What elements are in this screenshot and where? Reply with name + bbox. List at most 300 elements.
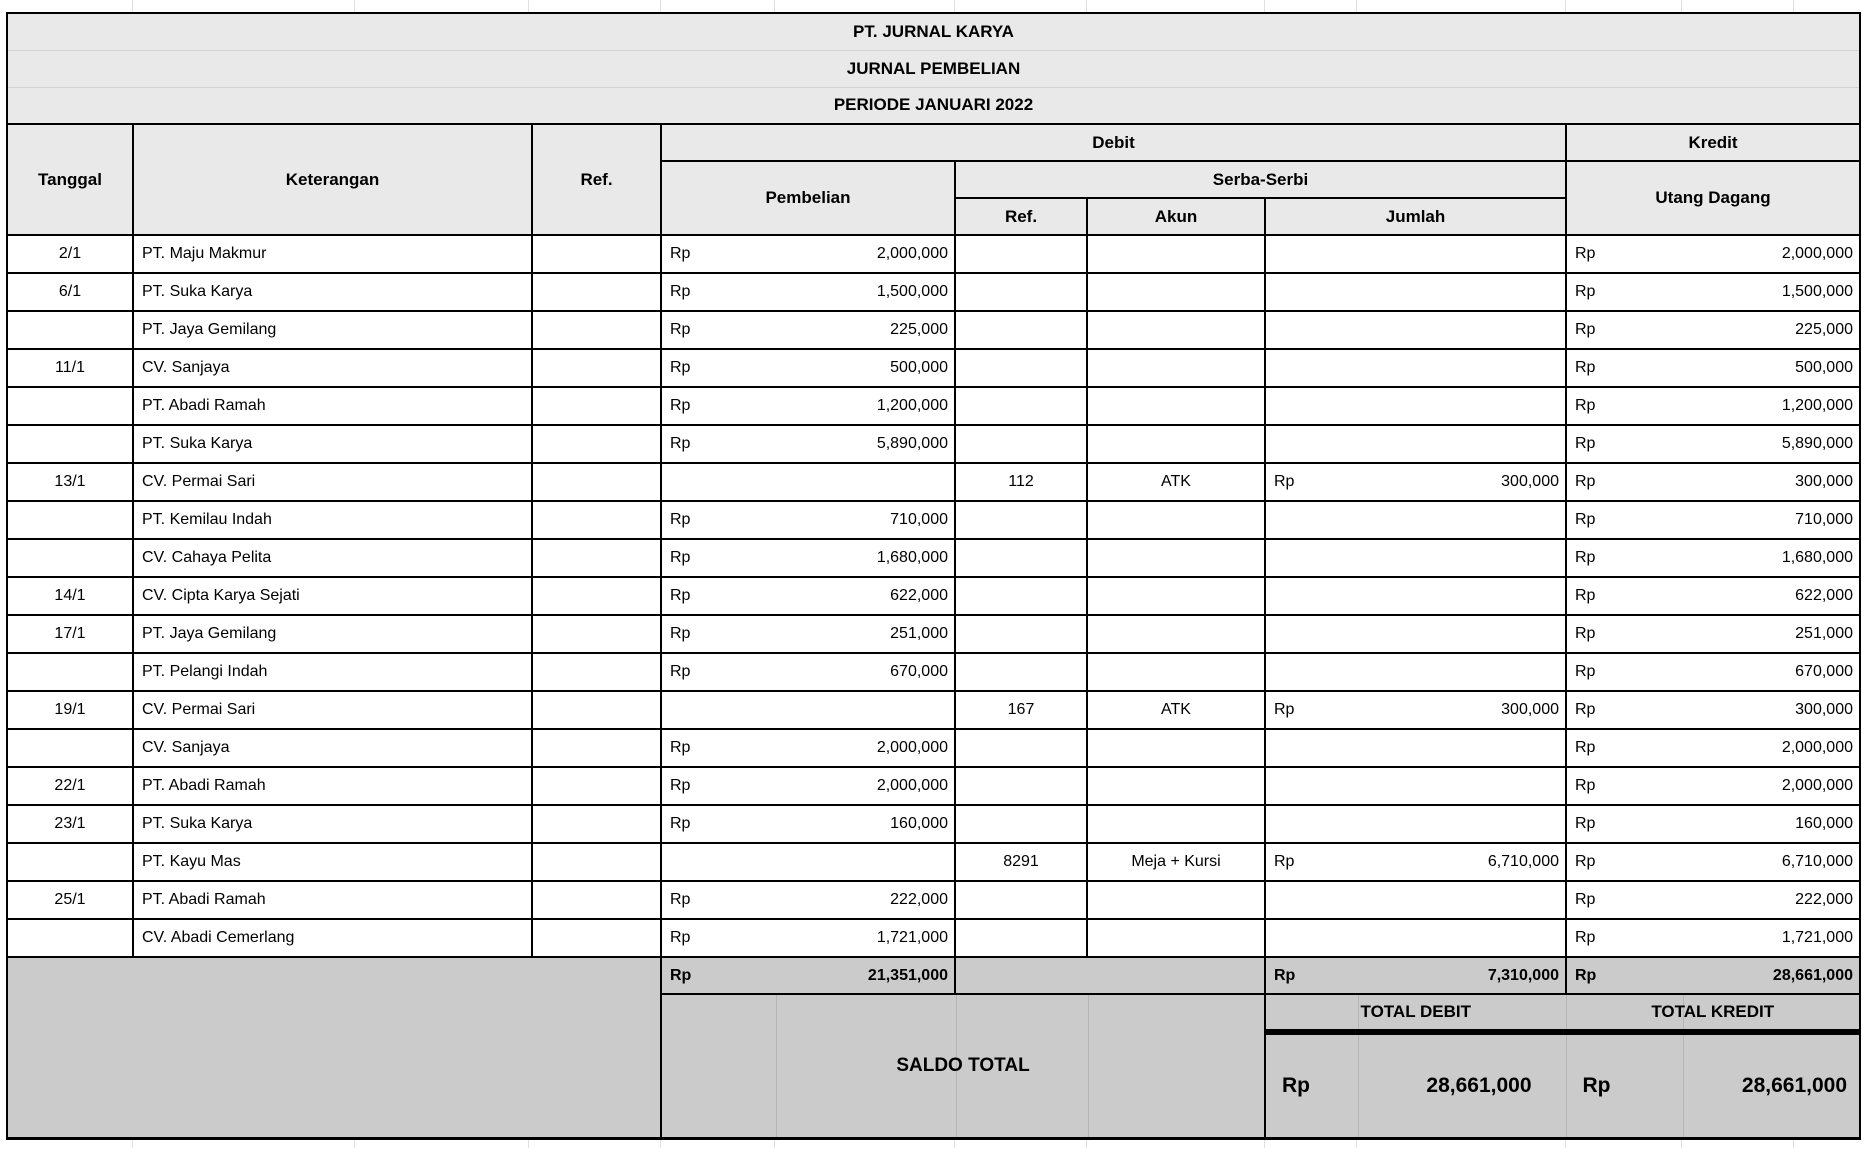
sheet-gridline xyxy=(354,0,355,12)
amount: 6,710,000 xyxy=(1781,853,1853,870)
amount: 622,000 xyxy=(1795,587,1853,604)
cell-tanggal xyxy=(7,425,133,463)
sheet-gridline xyxy=(954,1140,955,1148)
amount: 300,000 xyxy=(1795,701,1853,718)
cell-serba-jumlah xyxy=(1265,387,1566,425)
currency-prefix: Rp xyxy=(1575,245,1596,262)
sheet-gridline xyxy=(1681,0,1682,12)
cell-serba-ref xyxy=(955,919,1087,957)
cell-serba-akun xyxy=(1087,273,1265,311)
amount: 225,000 xyxy=(1795,321,1853,338)
cell-serba-akun xyxy=(1087,767,1265,805)
sheet-gridline xyxy=(1565,1140,1566,1148)
sheet-gridline xyxy=(954,0,955,12)
sheet-gridline xyxy=(1356,0,1357,12)
cell-serba-ref xyxy=(955,539,1087,577)
cell-kredit xyxy=(1566,311,1860,349)
table-row xyxy=(7,273,1860,311)
currency-prefix: Rp xyxy=(1575,625,1596,642)
cell-serba-jumlah xyxy=(1265,881,1566,919)
cell-tanggal: 2/1 xyxy=(7,235,133,273)
cell-kredit xyxy=(1566,387,1860,425)
cell-kredit xyxy=(1566,653,1860,691)
cell-serba-ref xyxy=(955,425,1087,463)
currency-prefix: Rp xyxy=(670,929,691,946)
currency-prefix: Rp xyxy=(670,435,691,452)
table-row xyxy=(7,311,1860,349)
cell-ref xyxy=(532,919,661,957)
sheet-margin-top xyxy=(0,0,1862,12)
cell-serba-ref xyxy=(955,311,1087,349)
amount: 500,000 xyxy=(1795,359,1853,376)
table-row xyxy=(7,463,1860,501)
amount: 2,000,000 xyxy=(1781,245,1853,262)
cell-tanggal xyxy=(7,501,133,539)
cell-serba-akun xyxy=(1087,919,1265,957)
cell-serba-ref: 8291 xyxy=(955,843,1087,881)
sheet-gridline xyxy=(774,0,775,12)
cell-serba-ref xyxy=(955,805,1087,843)
cell-kredit xyxy=(1566,729,1860,767)
currency-prefix: Rp xyxy=(670,397,691,414)
cell-tanggal: 22/1 xyxy=(7,767,133,805)
cell-pembelian xyxy=(661,729,955,767)
sheet-gridline xyxy=(1793,0,1794,12)
cell-keterangan: CV. Cahaya Pelita xyxy=(133,539,532,577)
cell-tanggal xyxy=(7,387,133,425)
cell-pembelian xyxy=(661,805,955,843)
cell-tanggal: 6/1 xyxy=(7,273,133,311)
cell-serba-akun xyxy=(1087,349,1265,387)
amount: 1,200,000 xyxy=(1781,397,1853,414)
cell-tanggal xyxy=(7,919,133,957)
amount: 710,000 xyxy=(1795,511,1853,528)
cell-keterangan: PT. Kayu Mas xyxy=(133,843,532,881)
cell-serba-jumlah xyxy=(1265,311,1566,349)
cell-ref xyxy=(532,615,661,653)
cell-serba-akun xyxy=(1087,501,1265,539)
amount: 622,000 xyxy=(890,587,948,604)
summary-left-blank-cell xyxy=(7,957,661,1138)
cell-serba-ref: 167 xyxy=(955,691,1087,729)
cell-tanggal: 19/1 xyxy=(7,691,133,729)
sheet-gridline xyxy=(660,1140,661,1148)
header-keterangan: Keterangan xyxy=(133,124,532,235)
cell-serba-ref xyxy=(955,653,1087,691)
amount: 1,500,000 xyxy=(1781,283,1853,300)
currency-prefix: Rp xyxy=(670,359,691,376)
currency-prefix: Rp xyxy=(1575,966,1597,984)
currency-prefix: Rp xyxy=(1575,739,1596,756)
cell-serba-akun xyxy=(1087,425,1265,463)
currency-prefix: Rp xyxy=(1274,966,1296,984)
cell-kredit xyxy=(1566,577,1860,615)
header-utang-dagang: Utang Dagang xyxy=(1566,161,1860,235)
currency-prefix: Rp xyxy=(670,966,692,984)
cell-keterangan: CV. Sanjaya xyxy=(133,729,532,767)
saldo-total-label: SALDO TOTAL xyxy=(661,994,1265,1138)
total-kredit-label: TOTAL KREDIT xyxy=(1566,994,1860,1032)
cell-serba-akun xyxy=(1087,577,1265,615)
cell-serba-jumlah xyxy=(1265,501,1566,539)
cell-serba-akun: ATK xyxy=(1087,691,1265,729)
currency-prefix: Rp xyxy=(1575,549,1596,566)
cell-serba-jumlah xyxy=(1265,805,1566,843)
cell-pembelian xyxy=(661,919,955,957)
currency-prefix: Rp xyxy=(1575,853,1596,870)
cell-serba-ref xyxy=(955,273,1087,311)
cell-tanggal xyxy=(7,729,133,767)
total-jumlah-value: 7,310,000 xyxy=(1487,966,1559,984)
cell-keterangan: CV. Cipta Karya Sejati xyxy=(133,577,532,615)
cell-tanggal: 23/1 xyxy=(7,805,133,843)
table-row xyxy=(7,387,1860,425)
currency-prefix: Rp xyxy=(670,283,691,300)
cell-pembelian xyxy=(661,843,955,881)
amount: 5,890,000 xyxy=(1781,435,1853,452)
cell-serba-ref xyxy=(955,881,1087,919)
cell-serba-ref xyxy=(955,729,1087,767)
amount: 225,000 xyxy=(890,321,948,338)
total-jumlah-cell xyxy=(1265,957,1566,994)
currency-prefix: Rp xyxy=(1575,359,1596,376)
currency-prefix: Rp xyxy=(1575,929,1596,946)
total-debit-label: TOTAL DEBIT xyxy=(1265,994,1566,1032)
cell-kredit xyxy=(1566,501,1860,539)
cell-serba-akun xyxy=(1087,235,1265,273)
cell-pembelian xyxy=(661,501,955,539)
cell-serba-ref xyxy=(955,577,1087,615)
cell-pembelian xyxy=(661,387,955,425)
sheet-gridline xyxy=(528,0,529,12)
sheet-gridline xyxy=(1793,1140,1794,1148)
cell-pembelian xyxy=(661,653,955,691)
cell-ref xyxy=(532,729,661,767)
cell-tanggal xyxy=(7,311,133,349)
cell-ref xyxy=(532,273,661,311)
cell-serba-akun xyxy=(1087,729,1265,767)
cell-tanggal: 11/1 xyxy=(7,349,133,387)
company-title: PT. JURNAL KARYA xyxy=(7,13,1860,50)
amount: 222,000 xyxy=(890,891,948,908)
header-pembelian: Pembelian xyxy=(661,161,955,235)
sheet-gridline xyxy=(1264,0,1265,12)
purchase-journal-table xyxy=(6,12,1861,1140)
cell-serba-akun xyxy=(1087,805,1265,843)
cell-tanggal xyxy=(7,843,133,881)
cell-pembelian xyxy=(661,311,955,349)
amount: 2,000,000 xyxy=(1781,777,1853,794)
currency-prefix: Rp xyxy=(1282,1073,1310,1097)
cell-kredit xyxy=(1566,881,1860,919)
header-serba-serbi: Serba-Serbi xyxy=(955,161,1566,198)
amount: 300,000 xyxy=(1501,473,1559,490)
period-title: PERIODE JANUARI 2022 xyxy=(7,87,1860,124)
cell-keterangan: PT. Abadi Ramah xyxy=(133,387,532,425)
currency-prefix: Rp xyxy=(1575,701,1596,718)
cell-ref xyxy=(532,805,661,843)
cell-keterangan: PT. Jaya Gemilang xyxy=(133,311,532,349)
cell-ref xyxy=(532,843,661,881)
cell-ref xyxy=(532,349,661,387)
table-row xyxy=(7,349,1860,387)
header-serba-jumlah: Jumlah xyxy=(1265,198,1566,235)
cell-keterangan: PT. Maju Makmur xyxy=(133,235,532,273)
cell-serba-ref xyxy=(955,501,1087,539)
currency-prefix: Rp xyxy=(1575,397,1596,414)
currency-prefix: Rp xyxy=(670,777,691,794)
currency-prefix: Rp xyxy=(1582,1073,1611,1097)
cell-ref xyxy=(532,425,661,463)
table-row xyxy=(7,425,1860,463)
cell-serba-jumlah xyxy=(1265,235,1566,273)
currency-prefix: Rp xyxy=(1575,321,1596,338)
amount: 2,000,000 xyxy=(876,777,948,794)
cell-serba-jumlah xyxy=(1265,273,1566,311)
currency-prefix: Rp xyxy=(1575,473,1596,490)
cell-tanggal: 14/1 xyxy=(7,577,133,615)
total-kredit-cell xyxy=(1566,957,1860,994)
currency-prefix: Rp xyxy=(670,245,691,262)
cell-serba-jumlah xyxy=(1265,843,1566,881)
cell-pembelian xyxy=(661,539,955,577)
amount: 670,000 xyxy=(890,663,948,680)
cell-serba-jumlah xyxy=(1265,729,1566,767)
table-row xyxy=(7,767,1860,805)
cell-ref xyxy=(532,235,661,273)
sheet-gridline xyxy=(660,0,661,12)
cell-ref xyxy=(532,387,661,425)
cell-kredit xyxy=(1566,273,1860,311)
cell-serba-ref: 112 xyxy=(955,463,1087,501)
amount: 1,680,000 xyxy=(1781,549,1853,566)
total-kredit-value: 28,661,000 xyxy=(1772,966,1853,984)
currency-prefix: Rp xyxy=(1575,777,1596,794)
table-row xyxy=(7,615,1860,653)
cell-ref xyxy=(532,881,661,919)
total-debit-value-cell xyxy=(1265,1032,1566,1138)
journal-rows xyxy=(7,235,1860,957)
amount: 300,000 xyxy=(1795,473,1853,490)
sheet-gridline xyxy=(1264,1140,1265,1148)
table-row xyxy=(7,539,1860,577)
currency-prefix: Rp xyxy=(670,321,691,338)
sheet-margin-bottom xyxy=(0,1140,1862,1148)
cell-ref xyxy=(532,767,661,805)
cell-keterangan: CV. Sanjaya xyxy=(133,349,532,387)
cell-tanggal: 25/1 xyxy=(7,881,133,919)
cell-kredit xyxy=(1566,767,1860,805)
amount: 1,721,000 xyxy=(876,929,948,946)
table-row xyxy=(7,501,1860,539)
cell-pembelian xyxy=(661,691,955,729)
cell-serba-jumlah xyxy=(1265,615,1566,653)
sheet-gridline xyxy=(528,1140,529,1148)
cell-keterangan: PT. Suka Karya xyxy=(133,273,532,311)
header-kredit: Kredit xyxy=(1566,124,1860,161)
table-row xyxy=(7,729,1860,767)
amount: 5,890,000 xyxy=(876,435,948,452)
cell-serba-jumlah xyxy=(1265,539,1566,577)
amount: 6,710,000 xyxy=(1487,853,1559,870)
header-tanggal: Tanggal xyxy=(7,124,133,235)
cell-serba-jumlah xyxy=(1265,577,1566,615)
amount: 1,200,000 xyxy=(876,397,948,414)
cell-serba-jumlah xyxy=(1265,463,1566,501)
amount: 251,000 xyxy=(1795,625,1853,642)
total-serba-blank-cell xyxy=(955,957,1265,994)
total-pembelian-value: 21,351,000 xyxy=(867,966,948,984)
amount: 710,000 xyxy=(890,511,948,528)
cell-keterangan: PT. Abadi Ramah xyxy=(133,767,532,805)
currency-prefix: Rp xyxy=(1575,663,1596,680)
sheet-gridline xyxy=(1681,1140,1682,1148)
cell-keterangan: PT. Kemilau Indah xyxy=(133,501,532,539)
amount: 1,680,000 xyxy=(876,549,948,566)
currency-prefix: Rp xyxy=(1575,435,1596,452)
currency-prefix: Rp xyxy=(670,663,691,680)
cell-serba-akun xyxy=(1087,539,1265,577)
currency-prefix: Rp xyxy=(1274,473,1295,490)
cell-serba-akun xyxy=(1087,881,1265,919)
cell-kredit xyxy=(1566,805,1860,843)
amount: 222,000 xyxy=(1795,891,1853,908)
cell-ref xyxy=(532,653,661,691)
cell-tanggal: 13/1 xyxy=(7,463,133,501)
journal-title: JURNAL PEMBELIAN xyxy=(7,50,1860,87)
amount: 251,000 xyxy=(890,625,948,642)
cell-serba-akun: Meja + Kursi xyxy=(1087,843,1265,881)
total-kredit-value-cell xyxy=(1566,1032,1860,1138)
currency-prefix: Rp xyxy=(670,815,691,832)
table-row xyxy=(7,691,1860,729)
cell-kredit xyxy=(1566,539,1860,577)
cell-serba-jumlah xyxy=(1265,349,1566,387)
cell-serba-ref xyxy=(955,235,1087,273)
cell-serba-akun xyxy=(1087,387,1265,425)
sheet-gridline xyxy=(132,0,133,12)
cell-kredit xyxy=(1566,349,1860,387)
cell-pembelian xyxy=(661,235,955,273)
cell-keterangan: PT. Jaya Gemilang xyxy=(133,615,532,653)
amount: 1,721,000 xyxy=(1781,929,1853,946)
currency-prefix: Rp xyxy=(670,891,691,908)
currency-prefix: Rp xyxy=(1575,815,1596,832)
table-row xyxy=(7,653,1860,691)
cell-serba-akun: ATK xyxy=(1087,463,1265,501)
currency-prefix: Rp xyxy=(1575,283,1596,300)
amount: 2,000,000 xyxy=(876,739,948,756)
currency-prefix: Rp xyxy=(670,549,691,566)
table-row xyxy=(7,805,1860,843)
cell-kredit xyxy=(1566,615,1860,653)
cell-ref xyxy=(532,539,661,577)
cell-kredit xyxy=(1566,463,1860,501)
amount: 300,000 xyxy=(1501,701,1559,718)
total-debit-value: 28,661,000 xyxy=(1426,1073,1532,1097)
sheet-gridline xyxy=(1086,1140,1087,1148)
cell-serba-jumlah xyxy=(1265,767,1566,805)
currency-prefix: Rp xyxy=(670,625,691,642)
cell-serba-jumlah xyxy=(1265,691,1566,729)
amount: 160,000 xyxy=(890,815,948,832)
cell-pembelian xyxy=(661,881,955,919)
cell-serba-jumlah xyxy=(1265,653,1566,691)
cell-kredit xyxy=(1566,691,1860,729)
table-row xyxy=(7,843,1860,881)
cell-pembelian xyxy=(661,767,955,805)
cell-ref xyxy=(532,501,661,539)
cell-serba-ref xyxy=(955,387,1087,425)
cell-kredit xyxy=(1566,843,1860,881)
sheet-gridline xyxy=(354,1140,355,1148)
cell-pembelian xyxy=(661,273,955,311)
cell-ref xyxy=(532,463,661,501)
sheet-gridline xyxy=(774,1140,775,1148)
cell-serba-ref xyxy=(955,615,1087,653)
cell-keterangan: CV. Abadi Cemerlang xyxy=(133,919,532,957)
header-debit: Debit xyxy=(661,124,1566,161)
currency-prefix: Rp xyxy=(670,587,691,604)
header-ref: Ref. xyxy=(532,124,661,235)
sheet-gridline xyxy=(1565,0,1566,12)
table-row xyxy=(7,577,1860,615)
sheet-gridline xyxy=(1356,1140,1357,1148)
total-pembelian-cell xyxy=(661,957,955,994)
cell-serba-akun xyxy=(1087,615,1265,653)
cell-keterangan: CV. Permai Sari xyxy=(133,463,532,501)
cell-kredit xyxy=(1566,235,1860,273)
cell-serba-ref xyxy=(955,767,1087,805)
currency-prefix: Rp xyxy=(1274,853,1295,870)
amount: 1,500,000 xyxy=(876,283,948,300)
cell-serba-ref xyxy=(955,349,1087,387)
cell-pembelian xyxy=(661,615,955,653)
table-row xyxy=(7,919,1860,957)
cell-keterangan: PT. Abadi Ramah xyxy=(133,881,532,919)
amount: 2,000,000 xyxy=(1781,739,1853,756)
currency-prefix: Rp xyxy=(670,511,691,528)
cell-keterangan: PT. Suka Karya xyxy=(133,805,532,843)
table-row xyxy=(7,881,1860,919)
cell-tanggal: 17/1 xyxy=(7,615,133,653)
amount: 160,000 xyxy=(1795,815,1853,832)
currency-prefix: Rp xyxy=(1575,891,1596,908)
currency-prefix: Rp xyxy=(1575,587,1596,604)
cell-serba-akun xyxy=(1087,653,1265,691)
amount: 670,000 xyxy=(1795,663,1853,680)
table-row xyxy=(7,235,1860,273)
currency-prefix: Rp xyxy=(1274,701,1295,718)
cell-ref xyxy=(532,691,661,729)
sheet-gridline xyxy=(1086,0,1087,12)
cell-pembelian xyxy=(661,349,955,387)
cell-kredit xyxy=(1566,425,1860,463)
cell-ref xyxy=(532,311,661,349)
cell-tanggal xyxy=(7,539,133,577)
header-serba-ref: Ref. xyxy=(955,198,1087,235)
currency-prefix: Rp xyxy=(1575,511,1596,528)
amount: 500,000 xyxy=(890,359,948,376)
cell-keterangan: CV. Permai Sari xyxy=(133,691,532,729)
cell-pembelian xyxy=(661,425,955,463)
total-kredit-value: 28,661,000 xyxy=(1741,1073,1847,1097)
amount: 2,000,000 xyxy=(876,245,948,262)
currency-prefix: Rp xyxy=(670,739,691,756)
cell-keterangan: PT. Pelangi Indah xyxy=(133,653,532,691)
cell-pembelian xyxy=(661,577,955,615)
cell-serba-akun xyxy=(1087,311,1265,349)
